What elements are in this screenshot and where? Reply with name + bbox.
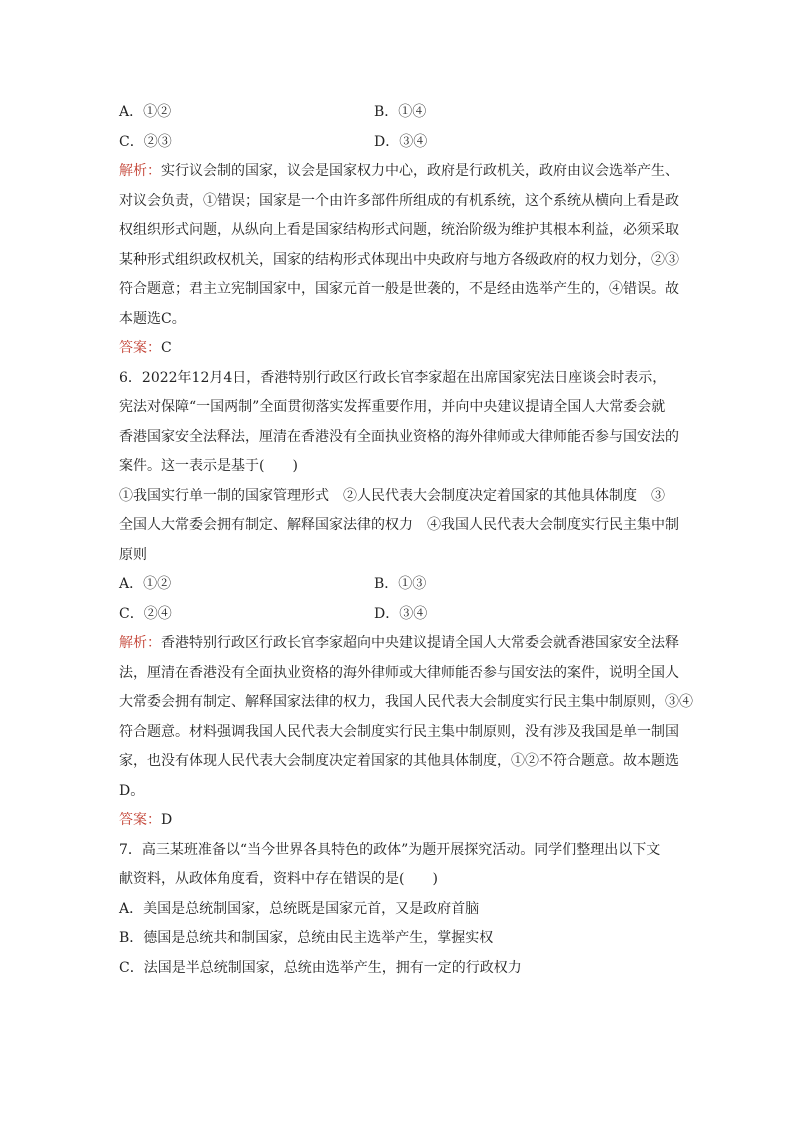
q6-stem-line: 案件。这一表示是基于( )	[119, 458, 298, 474]
q5-analysis-label: 解析：	[119, 163, 161, 179]
q5-analysis-line: 权组织形式问题，从纵向上看是国家结构形式问题，统治阶级为维护其根本利益，必须采取	[119, 222, 679, 238]
q6-statement-line: 原则	[119, 546, 147, 563]
q5-analysis-line: 对议会负责，①错误；国家是一个由许多部件所组成的有机系统，这个系统从横向上看是政	[119, 192, 679, 209]
q6-answer-label: 答案：	[119, 812, 161, 828]
q6-option-b: B．①③	[374, 576, 427, 592]
q5-analysis-line: 某种形式组织政权机关，国家的结构形式体现出中央政府与地方各级政府的权力划分，②③	[119, 251, 679, 268]
q6-options-row-1	[119, 570, 679, 600]
q6-analysis-line: 法，厘清在香港没有全面执业资格的海外律师或大律师能否参与国安法的案件，说明全国人	[119, 664, 679, 681]
q6-stem-line: 香港国家安全法释法，厘清在香港没有全面执业资格的海外律师或大律师能否参与国安法的	[119, 428, 679, 445]
q5-options-row-1	[119, 98, 679, 128]
q7-stem-line: 7．高三某班准备以“当今世界各具特色的政体”为题开展探究活动。同学们整理出以下文	[119, 841, 661, 858]
q6-analysis-line: 符合题意。材料强调我国人民代表大会制度实行民主集中制原则，没有涉及我国是单一制国	[119, 723, 679, 740]
q6-option-c: C．②④	[119, 605, 172, 622]
q5-option-a: A．①②	[119, 104, 172, 120]
q6-stem-line: 宪法对保障“一国两制”全面贯彻落实发挥重要作用，并向中央建议提请全国人大常委会就	[119, 399, 666, 415]
q5-option-c: C．②③	[119, 133, 172, 150]
q6-analysis-line: 大常委会拥有制定、解释国家法律的权力，我国人民代表大会制度实行民主集中制原则，③④	[119, 694, 693, 710]
q5-analysis-line: 解析：实行议会制的国家，议会是国家权力中心，政府是行政机关，政府由议会选举产生、	[119, 163, 679, 179]
document-page	[119, 98, 693, 983]
q7-stem-line: 献资料，从政体角度看，资料中存在错误的是( )	[119, 871, 438, 887]
q5-answer-label: 答案：	[119, 340, 161, 356]
q6-analysis-line: 解析：香港特别行政区行政长官李家超向中央建议提请全国人大常委会就香港国家安全法释	[119, 635, 679, 651]
q6-option-d: D．③④	[374, 605, 428, 622]
q5-option-d: D．③④	[374, 133, 428, 150]
q5-analysis-line: 本题选C。	[119, 310, 186, 327]
q6-statement-line: 全国人大常委会拥有制定、解释国家法律的权力 ④我国人民代表大会制度实行民主集中制	[119, 517, 679, 533]
q5-option-b: B．①④	[374, 104, 427, 120]
q6-answer-value: D	[161, 812, 173, 828]
q6-analysis-line: D。	[119, 782, 145, 799]
q5-answer-value: C	[161, 340, 172, 356]
q6-statement-line: ①我国实行单一制的国家管理形式 ②人民代表大会制度决定着国家的其他具体制度 ③	[119, 487, 665, 504]
q6-answer	[119, 806, 679, 836]
q7-option-b: B．德国是总统共和制国家，总统由民主选举产生，掌握实权	[119, 930, 494, 946]
q5-options-row-2	[119, 128, 679, 158]
q6-analysis-label: 解析：	[119, 635, 161, 651]
q6-stem-line: 6．2022年12月4日，香港特别行政区行政长官李家超在出席国家宪法日座谈会时表示，	[119, 369, 667, 386]
q5-analysis-line: 符合题意；君主立宪制国家中，国家元首一般是世袭的，不是经由选举产生的，④错误。故	[119, 281, 679, 297]
q6-option-a: A．①②	[119, 576, 172, 592]
q7-option-c: C．法国是半总统制国家，总统由选举产生，拥有一定的行政权力	[119, 959, 522, 976]
q6-analysis-line: 家，也没有体现人民代表大会制度决定着国家的其他具体制度，①②不符合题意。故本题选	[119, 753, 679, 769]
q5-answer	[119, 334, 679, 364]
q7-option-a: A．美国是总统制国家，总统既是国家元首，又是政府首脑	[119, 900, 480, 917]
q6-options-row-2	[119, 600, 679, 630]
